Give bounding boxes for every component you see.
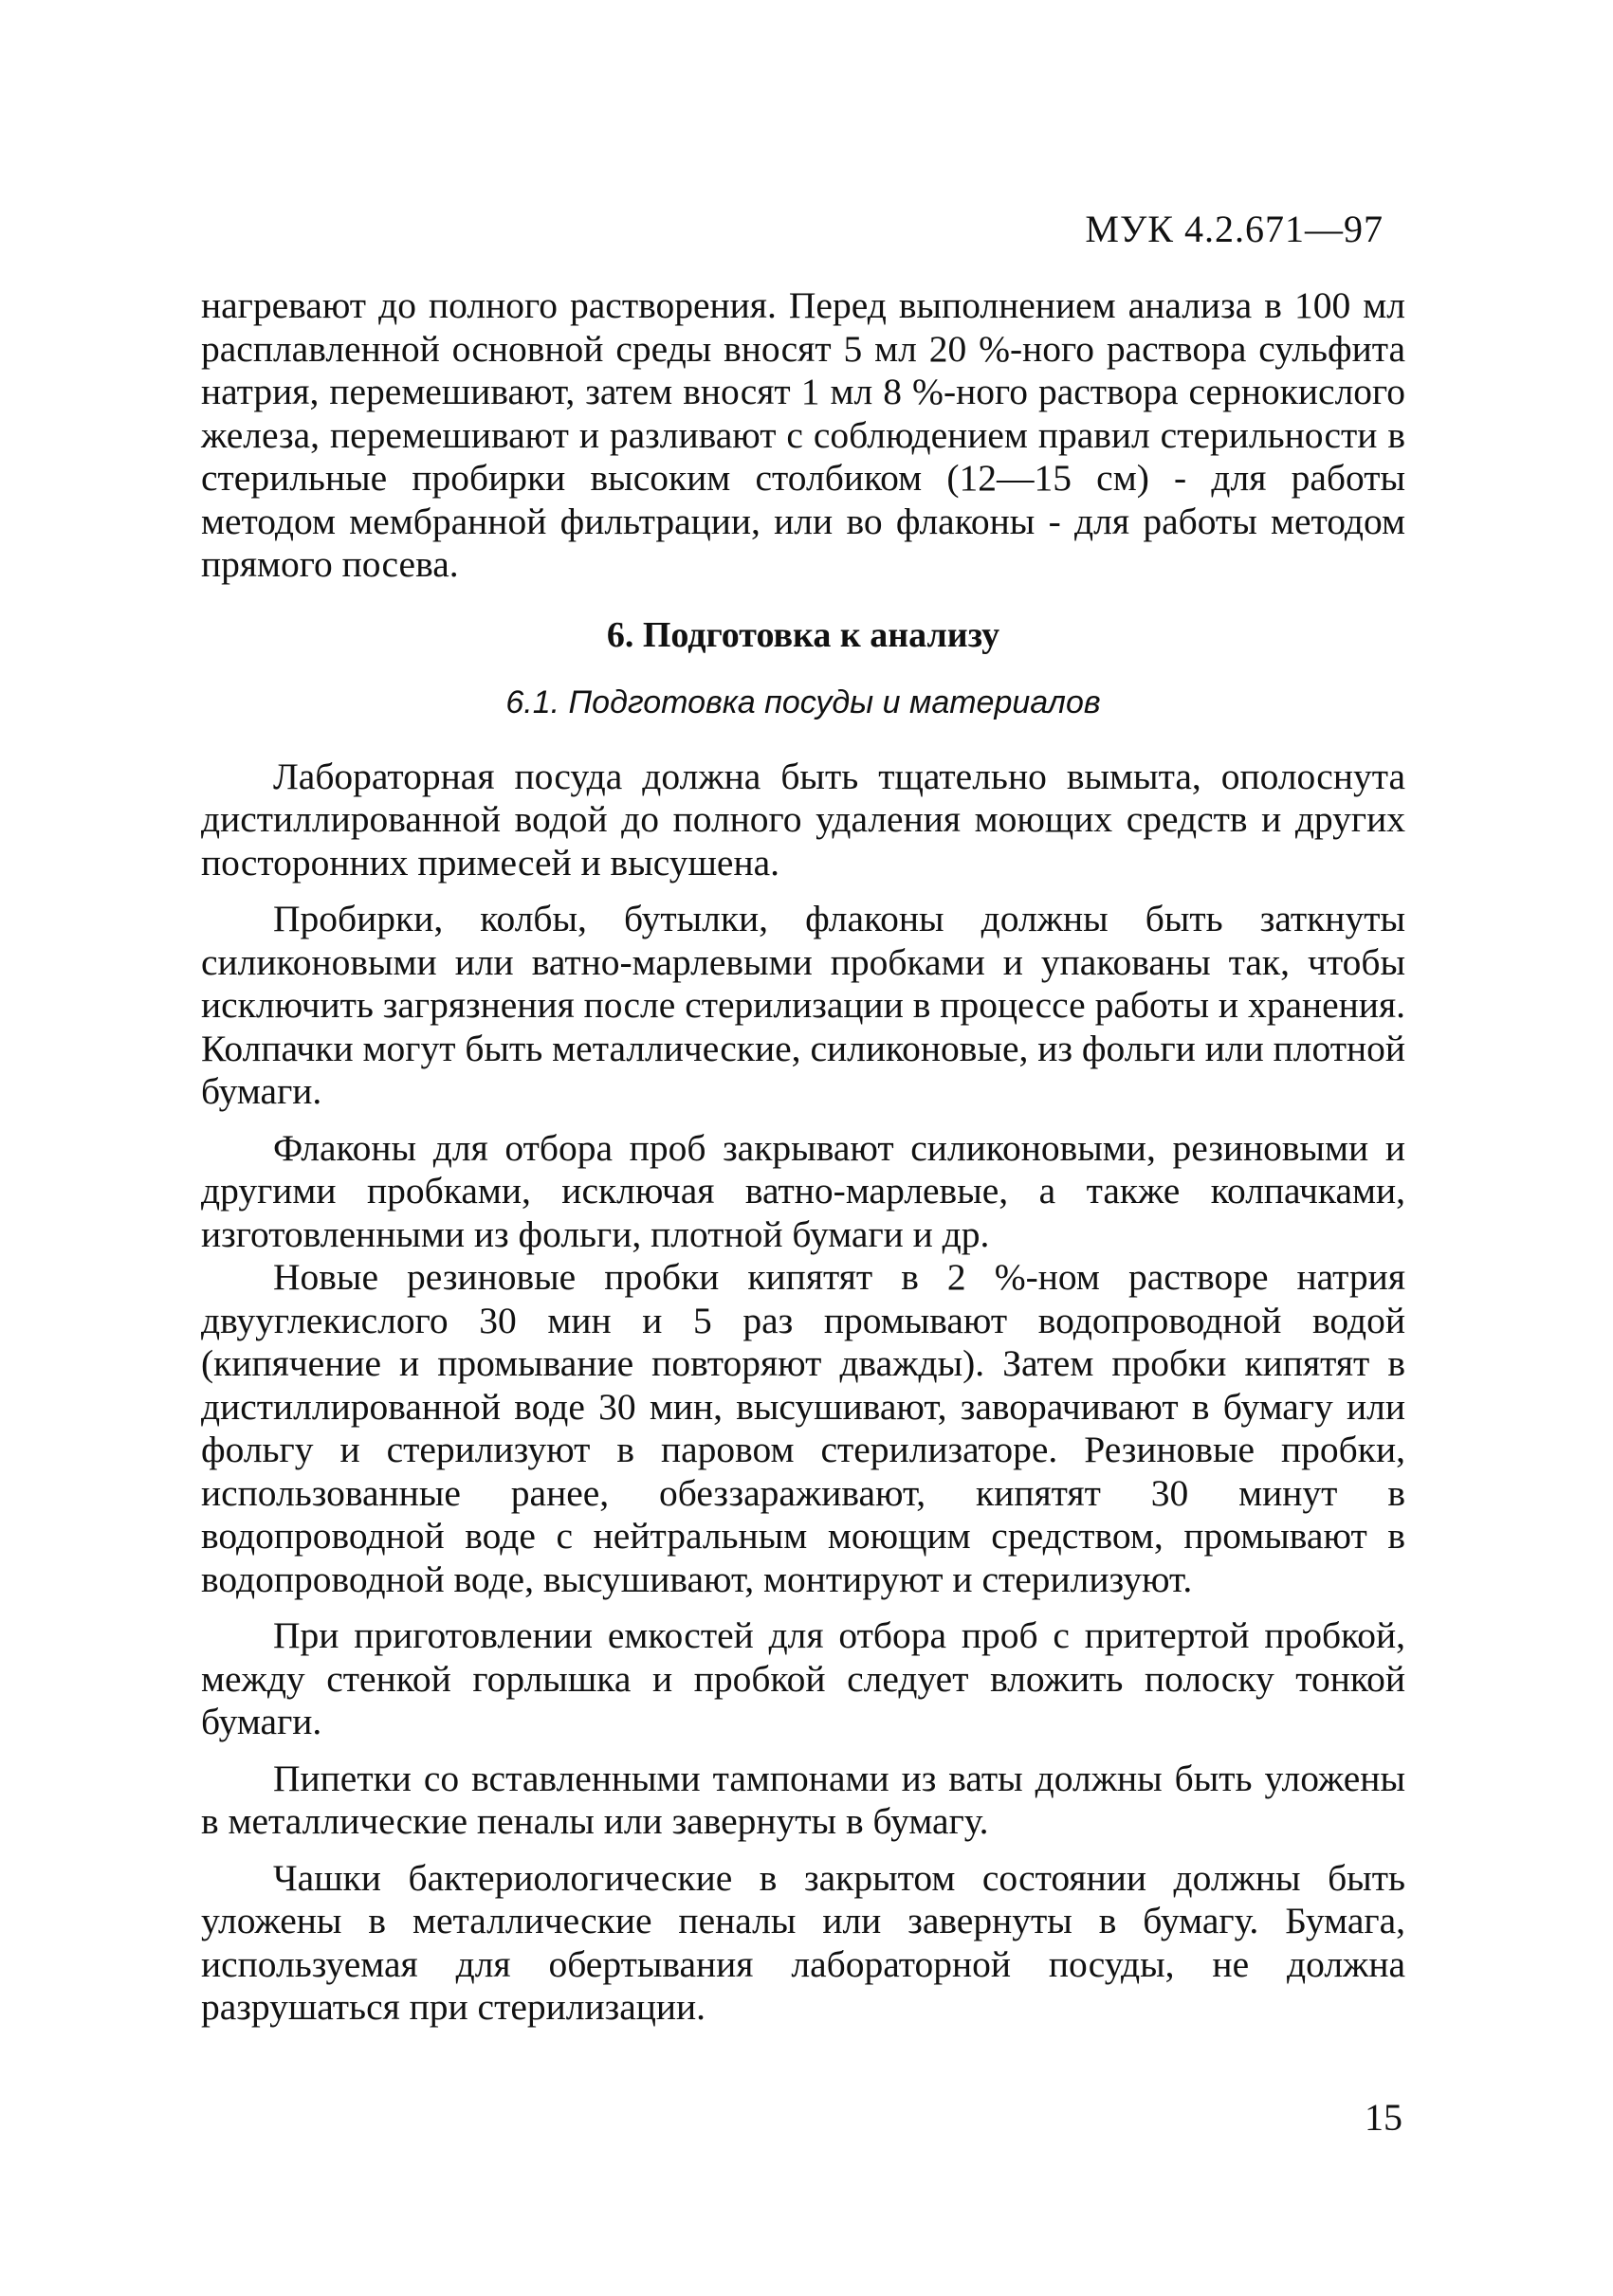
body-paragraph: Пипетки со вставленными тампонами из ваты должны быть уложены в металлические пеналы или завернуты в бумагу.: [201, 1757, 1405, 1842]
body-paragraph: Флаконы для отбора проб закрывают силиконовыми, резиновыми и другими пробками, исключая ватно-марлевые, а также колпачками, изготовленными из фольги, плотной бумаги и др.: [201, 1126, 1405, 1255]
page-body: [201, 284, 1405, 2030]
page-number: 15: [1365, 2096, 1402, 2139]
body-paragraph: Лабораторная посуда должна быть тщательно вымыта, ополоснута дистиллированной водой до полного удаления моющих средств и других посторонних примесей и высушена.: [201, 755, 1405, 884]
document-code-header: МУК 4.2.671—97: [1085, 208, 1384, 250]
body-paragraph: Чашки бактериологические в закрытом состоянии должны быть уложены в металлические пеналы или завернуты в бумагу. Бумага, используемая для обертывания лабораторной посуды, не должна разрушаться при стерилизации.: [201, 1856, 1405, 2028]
body-paragraph: Пробирки, колбы, бутылки, флаконы должны быть заткнуты силиконовыми или ватно-марлевыми пробками и упакованы так, чтобы исключить загрязнения после стерилизации в процессе работы и хранения. Колпачки могут быть металлические, силиконовые, из фольги или плотной бумаги.: [201, 898, 1405, 1112]
body-paragraph: Новые резиновые пробки кипятят в 2 %-ном растворе натрия двууглекислого 30 мин и 5 раз промывают водопроводной водой (кипячение и промывание повторяют дважды). Затем пробки кипятят в дистиллированной воде 30 мин, высушивают, заворачивают в бумагу или фольгу и стерилизуют в паровом стерилизаторе. Резиновые пробки, использованные ранее, обеззараживают, кипятят 30 минут в водопроводной воде с нейтральным моющим средством, промывают в водопроводной воде, высушивают, монтируют и стерилизуют.: [201, 1256, 1405, 1600]
body-paragraph: При приготовлении емкостей для отбора проб с притертой пробкой, между стенкой горлышка и пробкой следует вложить полоску тонкой бумаги.: [201, 1614, 1405, 1742]
intro-paragraph: нагревают до полного растворения. Перед выполнением анализа в 100 мл расплавленной основной среды вносят 5 мл 20 %-ного раствора сульфита натрия, перемешивают, затем вносят 1 мл 8 %-ного раствора сернокислого железа, перемешивают и разливают с соблюдением правил стерильности в стерильные пробирки высоким столбиком (12—15 см) - для работы методом мембранной фильтрации, или во флаконы - для работы методом прямого посева.: [201, 284, 1405, 585]
subsection-heading: 6.1. Подготовка посуды и материалов: [505, 683, 1101, 720]
section-heading: 6. Подготовка к анализу: [606, 614, 1000, 655]
